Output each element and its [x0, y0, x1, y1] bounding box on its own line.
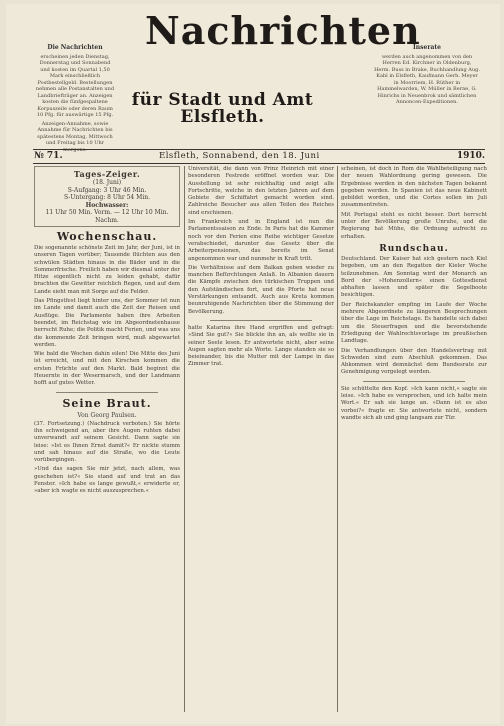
- article-paragraph: Universität, die dann von Prinz Heinrich mit einer besonderen Festrede eröffnet worden war. Die Ausstellung ist sehr reichhaltig und zeigt alle Fortschritte, welche in den letzten Jahren auf dem Gebiete der Schiffahrt gemacht worden sind. Zahlreiche Besucher aus allen Teilen des Reiches sind erschienen.: [188, 166, 334, 216]
- hochwasser-text: 11 Uhr 50 Min. Vorm. — 12 Uhr 10 Min. Nachm.: [45, 209, 169, 224]
- article-paragraph: scheinen, ist doch in Rom die Wahlbeteiligung nach der neuen Wahlordnung gering gewesen. Die Ergebnisse werden in den nächsten Tagen bekannt gegeben werden. In Spanien ist das neue Kabinett gebildet worden, und die Cortes sollen im Juli zusammentreten.: [341, 166, 487, 209]
- dateline: [34, 151, 485, 163]
- serial-continued-paragraph: Sie schüttelte den Kopf. »Ich kann nicht,« sagte sie leise. »Ich habe es versprochen, und ich halte mein Wort.« Er sah sie lange an. »Dann ist es also vorbei?« fragte er. Sie antwortete nicht, sondern wandte sich ab und ging langsam zur Tür.: [341, 385, 487, 421]
- rundschau-title: Rundschau.: [379, 243, 449, 254]
- masthead-title: Nachrichten: [145, 8, 421, 53]
- column-1: [34, 166, 180, 496]
- masthead-subtitle: für Stadt und Amt Elsfleth.: [131, 90, 314, 127]
- wochenschau-title: Wochenschau.: [56, 230, 158, 243]
- ads-info-text: werden auch angenommen von den Herren Ed. Kirchner in Oldenburg, Herm. Buss in Brake, Buchhandlung Aug. Kahl in Elsfleth, Kaufmann Gerh. Meyer in Moorriem, H. Rüther in Hammelwarden, W. Müller in Berne, G. Hinrichs in Neuenbrok und sämtlichen Annoncen-Expeditionen.: [374, 53, 480, 105]
- serial-byline: Von Georg Paulsen.: [77, 411, 137, 419]
- column-rule: [184, 166, 185, 712]
- publication-info-text: erscheinen jeden Dienstag, Donnerstag und Sonnabend und kosten im Quartal 1,50 Mark einschließlich Postbestellgeld. Bestellungen nehmen alle Postanstalten und Landbriefträger an. Anzeigen kosten die fünfgespaltene Korpuszeile oder deren Raum 10 Pfg. für auswärtige 15 Pfg.: [35, 53, 115, 118]
- column-rule: [337, 166, 338, 712]
- wochenschau-paragraph: Wie bald die Wochen dahin eilen! Die Mitte des Juni ist erreicht, und mit den Kirschen kommen die ersten Früchte auf den Markt. Bald beginnt die Heuernte in der Wesermarsch, und der Landmann hofft auf gutes Wetter.: [34, 351, 180, 387]
- top-rule: [33, 149, 485, 150]
- issue-year: 1910.: [456, 151, 485, 161]
- ads-info: [374, 45, 480, 106]
- wochenschau-paragraph: Das Pfingstfest liegt hinter uns, der Sommer ist nun im Lande und damit auch die Zeit der Reisen und Ausflüge. Die Parlamente haben ihre Arbeiten beendet, im Reichstag wie im Abgeordnetenhause herrscht Ruhe; die Politik macht Ferien, und was uns die kommende Zeit bringen wird, muß abgewartet werden.: [34, 298, 180, 348]
- serial-paragraph: (37. Fortsetzung.) (Nachdruck verboten.) Sie hörte ihn schweigend an, aber ihre Augen ruhten dabei unverwandt auf seinem Gesicht. Dann sagte sie leise: »Ist es Ihnen Ernst damit?« Er nickte stumm und sah hinaus auf die Straße, wo die Leute vorübergingen.: [34, 420, 180, 464]
- issue-date: Elsfleth, Sonnabend, den 18. Juni: [159, 151, 320, 161]
- tages-zeiger-date: (18. Juni): [92, 179, 122, 186]
- ads-info-title: Inserate: [412, 44, 441, 51]
- publication-info-note: Anzeigen-Annahme, sowie Annahme für Nachrichten bis spätestens Montag, Mittwoch und Freitag bis 10 Uhr: [37, 120, 113, 146]
- section-divider: [363, 381, 465, 382]
- tages-zeiger-box: [34, 166, 180, 227]
- issue-number: № 71.: [34, 151, 63, 161]
- bottom-rule: [33, 163, 485, 164]
- sunset-text: S-Untergang: 8 Uhr 54 Min.: [64, 194, 150, 201]
- column-2: [188, 166, 334, 369]
- wochenschau-paragraph: Die sogenannte schönste Zeit im Jahr, der Juni, ist in unseren Tagen vorüber; Tausende flüchten aus den schwülen Städten hinaus in die Bäder und in die Sommerfrische. Freilich haben wir diesmal unter der Hitze eigentlich nicht zu leiden gehabt, dafür brachten die Gewitter reichlich Regen, und auf dem Lande sieht man mit Sorge auf die Felder.: [34, 245, 180, 295]
- article-paragraph: Im Frankreich und in England ist nun die Parlamentssaison zu Ende. In Paris hat die Kammer noch vor den Ferien eine Reihe wichtiger Gesetze verabschiedet, darunter das Gesetz über die Arbeiterpensionen, das bereits im Senat angenommen war und nunmehr in Kraft tritt.: [188, 219, 334, 262]
- sunrise-text: S-Aufgang: 3 Uhr 46 Min.: [67, 186, 147, 194]
- rundschau-paragraph: Der Reichskanzler empfing im Laufe der Woche mehrere Abgeordnete zu längeren Besprechungen über die Lage im Reichstage. Es handelte sich dabei um die Steuerfragen und die bevorstehende Erledigung der Wahlrechtsvorlage im preußischen Landtage.: [341, 301, 487, 345]
- article-paragraph: Die Verhältnisse auf dem Balkan geben wieder zu manchen Befürchtungen Anlaß. In Albanien dauern die Kämpfe zwischen den türkischen Truppen und den Aufständischen fort, und die Pforte hat neue Verstärkungen entsandt. Auch aus Kreta kommen beunruhigende Nachrichten über die Stimmung der Bevölkerung.: [188, 264, 334, 315]
- column-3: [341, 166, 487, 422]
- serial-paragraph: »Und das sagen Sie mir jetzt, nach allem, was geschehen ist?« Sie stand auf und trat an das Fenster. »Ich habe es lange gewußt,« erwiderte er, »aber ich wagte es nicht auszusprechen.«: [34, 466, 180, 495]
- rundschau-paragraph: Deutschland. Der Kaiser hat sich gestern nach Kiel begeben, um an den Regatten der Kieler Woche teilzunehmen. Am Sonntag wird der Monarch an Bord der »Hohenzollern« einen Gottesdienst abhalten lassen und später die Segelboote besichtigen.: [341, 255, 487, 299]
- tages-zeiger-title: Tages-Zeiger.: [73, 169, 141, 179]
- hochwasser-title: Hochwasser:: [85, 201, 129, 209]
- section-divider: [56, 392, 158, 393]
- section-divider: [210, 320, 312, 321]
- article-paragraph: Mit Portugal steht es nicht besser. Dort herrscht unter der Bevölkerung große Unruhe, und die Regierung hat Mühe, die Ordnung aufrecht zu erhalten.: [341, 211, 487, 240]
- publication-info: [34, 45, 116, 153]
- serial-title: Seine Braut.: [62, 396, 152, 410]
- rundschau-paragraph: Die Verhandlungen über den Handelsvertrag mit Schweden sind zum Abschluß gekommen. Das Abkommen wird demnächst dem Bundesrate zur Genehmigung vorgelegt werden.: [341, 347, 487, 376]
- publication-info-title: Die Nachrichten: [47, 44, 103, 51]
- serial-continued-paragraph: hatte Katarina ihre Hand ergriffen und gefragt: »Sind Sie gut?« Sie blickte ihn an, als wollte sie in seiner Seele lesen. Er antwortete nicht, aber seine Augen sagten mehr als Worte. Lange standen sie so beieinander, bis die Mutter mit der Lampe in das Zimmer trat.: [188, 324, 334, 368]
